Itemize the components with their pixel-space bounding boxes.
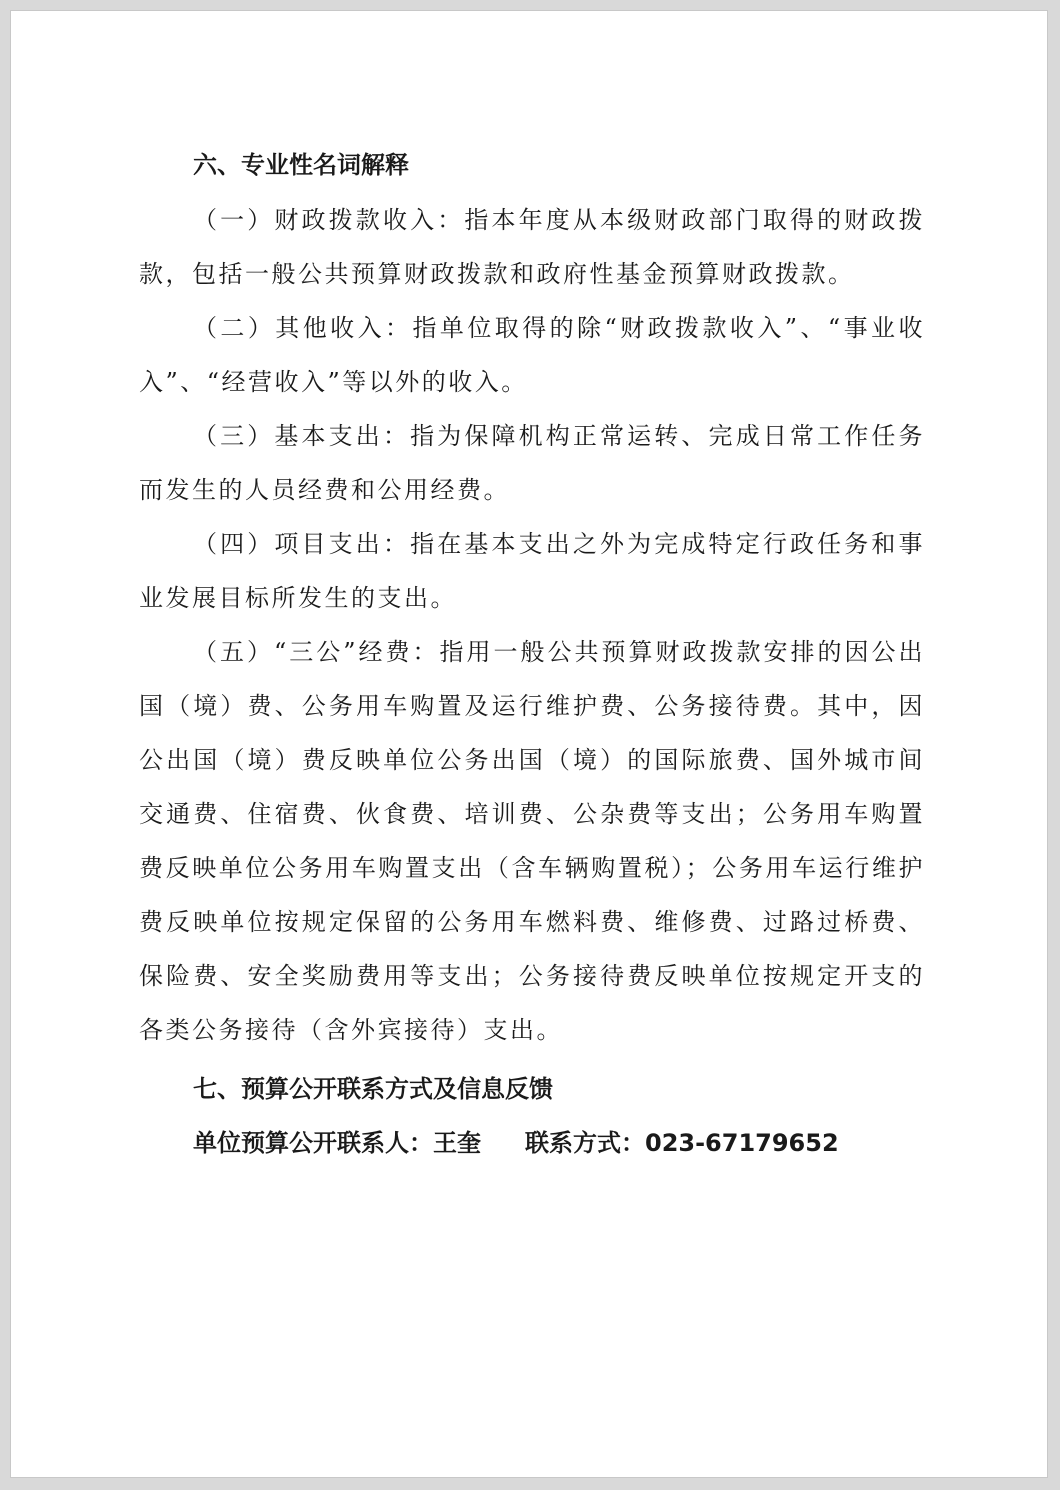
contact-method: 联系方式：023-67179652 bbox=[525, 1129, 839, 1157]
section-heading-terms: 六、专业性名词解释 bbox=[193, 151, 409, 179]
document-page bbox=[10, 10, 1048, 1478]
paragraph-fiscal-allocation-income: （一）财政拨款收入：指本年度从本级财政部门取得的财政拨款，包括一般公共预算财政拨款和政府性基金预算财政拨款。 bbox=[139, 206, 925, 288]
document-body bbox=[139, 151, 925, 1157]
contact-line bbox=[139, 1129, 925, 1157]
paragraph-other-income: （二）其他收入：指单位取得的除“财政拨款收入”、“事业收入”、“经营收入”等以外的收入。 bbox=[139, 314, 925, 396]
contact-person: 单位预算公开联系人：王奎 bbox=[193, 1129, 481, 1157]
paragraph-project-expenditure: （四）项目支出：指在基本支出之外为完成特定行政任务和事业发展目标所发生的支出。 bbox=[139, 530, 925, 612]
paragraph-basic-expenditure: （三）基本支出：指为保障机构正常运转、完成日常工作任务而发生的人员经费和公用经费。 bbox=[139, 422, 925, 504]
section-heading-contact: 七、预算公开联系方式及信息反馈 bbox=[193, 1075, 553, 1103]
paragraph-three-public-expenses: （五）“三公”经费：指用一般公共预算财政拨款安排的因公出国（境）费、公务用车购置及运行维护费、公务接待费。其中，因公出国（境）费反映单位公务出国（境）的国际旅费、国外城市间交通费、住宿费、伙食费、培训费、公杂费等支出；公务用车购置费反映单位公务用车购置支出（含车辆购置税）；公务用车运行维护费反映单位按规定保留的公务用车燃料费、维修费、过路过桥费、保险费、安全奖励费用等支出；公务接待费反映单位按规定开支的各类公务接待（含外宾接待）支出。 bbox=[139, 638, 925, 1044]
